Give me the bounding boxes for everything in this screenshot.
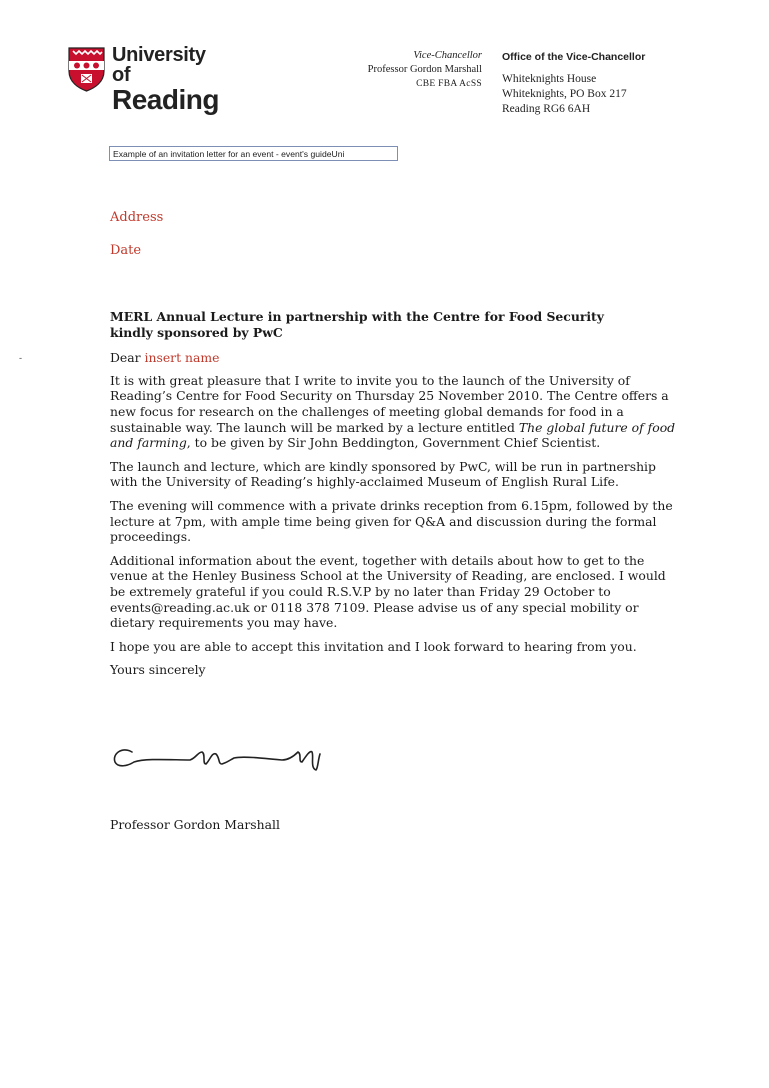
vice-chancellor-block [368,49,482,91]
vc-honors: CBE FBA AcSS [416,79,482,89]
paragraph-text: , to be given by Sir John Beddington, Government Chief Scientist. [186,435,601,451]
vc-title: Vice-Chancellor [413,50,482,61]
margin-mark: - [19,354,23,364]
example-caption: Example of an invitation letter for an event - event's guideUni [109,146,398,161]
paragraph-schedule: The evening will commence with a private drinks reception from 6.15pm, followed by the lecture at 7pm, with ample time being given for Q&A and discussion during the formal proceedings. [110,497,673,545]
office-address-line: Whiteknights, PO Box 217 [502,88,627,100]
logo-line1: University of [112,44,206,86]
office-address-block [502,50,645,117]
closing-salutation: Yours sincerely [110,662,206,678]
office-title: Office of the Vice-Chancellor [502,51,646,63]
letter-body [110,309,682,686]
paragraph-invitation [110,373,682,451]
university-shield-icon [68,47,105,92]
subject-line: MERL Annual Lecture in partnership with the Centre for Food Security [110,309,604,324]
university-logo [68,43,228,115]
date-placeholder: Date [110,243,142,258]
paragraph-rsvp: Additional information about the event, together with details about how to get to the venue at the Henley Business School at the University of Reading, are enclosed. I would be extremely grateful if you could R.S.V.P by no later than Friday 29 October to events@reading.ac.uk or 0118 378 7109. Please advise us of any special mobility or dietary requirements you may have. [110,552,666,631]
signatory-name: Professor Gordon Marshall [110,817,280,832]
university-wordmark [112,43,228,114]
vc-name: Professor Gordon Marshall [367,64,482,75]
paragraph-text: It is with great pleasure that I write to invite you to the launch of the University of Reading’s Centre for Food Security on Thursday 25 November 2010. The Centre offers a new focus for research on the challenges of meeting global demands for food in a sustainable way. The launch will be marked by a lecture entitled [110,372,669,435]
logo-line2: Reading [112,84,219,115]
paragraph-closing-hope: I hope you are able to accept this invitation and I look forward to hearing from you. [110,638,637,654]
office-address-line: Whiteknights House [502,73,597,85]
handwritten-signature [112,738,327,780]
salutation [110,350,682,366]
paragraph-partnership: The launch and lecture, which are kindly sponsored by PwC, will be run in partnership with the University of Reading’s highly-acclaimed Museum of English Rural Life. [110,458,656,490]
salutation-prefix: Dear [110,350,145,366]
letter-subject [110,309,682,340]
subject-line: kindly sponsored by PwC [110,324,283,340]
address-placeholder: Address [110,210,164,225]
lecture-title: The global future of food and farming [110,419,676,451]
office-address-line: Reading RG6 6AH [502,103,591,115]
recipient-name-placeholder: insert name [144,350,220,366]
